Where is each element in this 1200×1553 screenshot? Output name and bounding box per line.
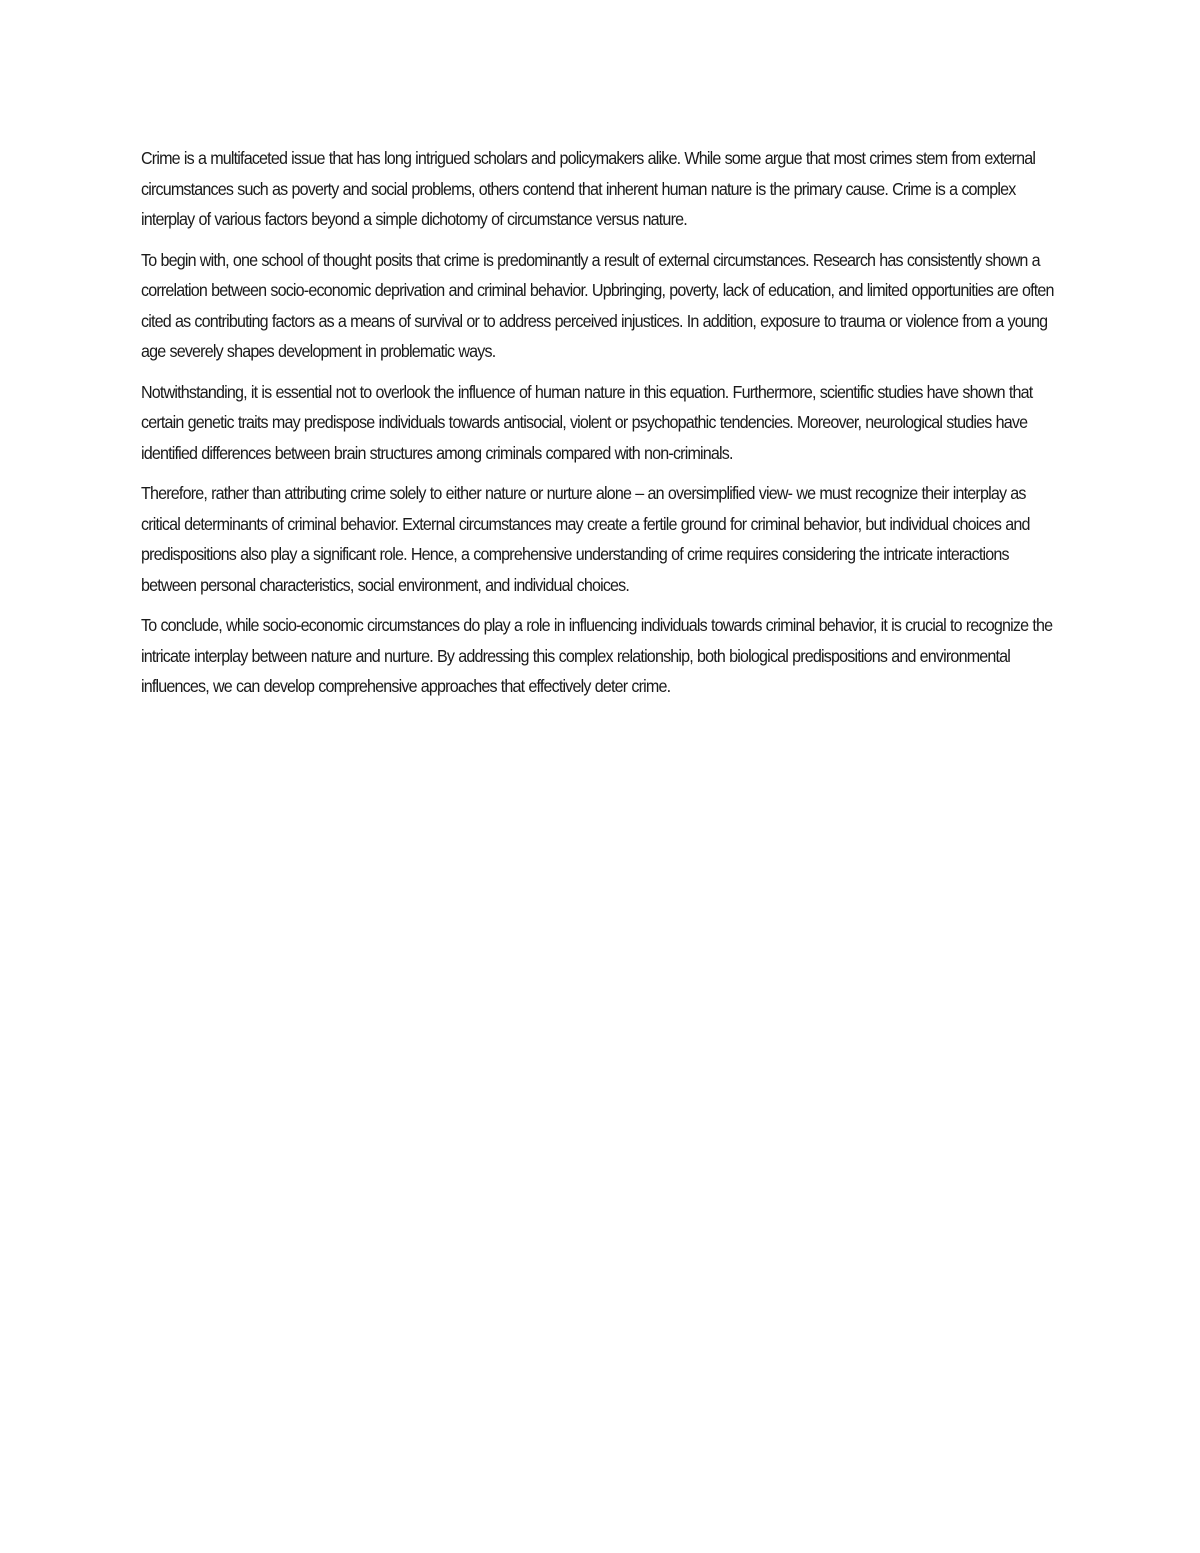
document-body — [141, 143, 1061, 712]
paragraph-conclusion: To conclude, while socio-economic circumstances do play a role in influencing individuals towards criminal behavior, it is crucial to recognize the intricate interplay between nature and nurture. By addressing this complex relationship, both biological predispositions and environmental influences, we can develop comprehensive approaches that effectively deter crime. — [141, 615, 1053, 696]
paragraph-intro: Crime is a multifaceted issue that has long intrigued scholars and policymakers alike. While some argue that most crimes stem from external circumstances such as poverty and social problems, others contend that inherent human nature is the primary cause. Crime is a complex interplay of various factors beyond a simple dichotomy of circumstance versus nature. — [141, 148, 1036, 229]
paragraph-external-circumstances: To begin with, one school of thought posits that crime is predominantly a result of external circumstances. Research has consistently shown a correlation between socio-economic deprivation and criminal behavior. Upbringing, poverty, lack of education, and limited opportunities are often cited as contributing factors as a means of survival or to address perceived injustices. In addition, exposure to trauma or violence from a young age severely shapes development in problematic ways. — [141, 249, 1054, 361]
paragraph-interplay: Therefore, rather than attributing crime solely to either nature or nurture alone – an oversimplified view- we must recognize their interplay as critical determinants of criminal behavior. External circumstances may create a fertile ground for criminal behavior, but individual choices and predispositions also play a significant role. Hence, a comprehensive understanding of crime requires considering the intricate interactions between personal characteristics, social environment, and individual choices. — [141, 483, 1030, 595]
paragraph-human-nature: Notwithstanding, it is essential not to overlook the influence of human nature in this equation. Furthermore, scientific studies have shown that certain genetic traits may predispose individuals towards antisocial, violent or psychopathic tendencies. Moreover, neurological studies have identified differences between brain structures among criminals compared with non-criminals. — [141, 381, 1033, 463]
